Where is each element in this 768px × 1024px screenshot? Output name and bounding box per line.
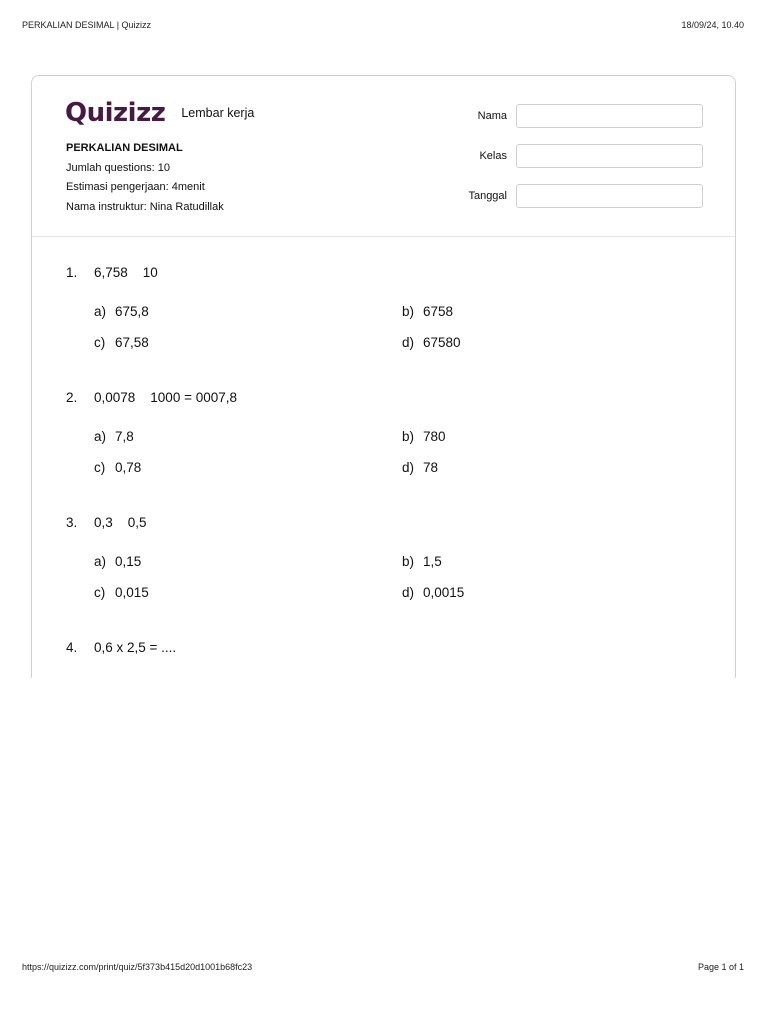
- question-item: [66, 262, 726, 387]
- option-b: [402, 301, 702, 321]
- name-label: Nama: [477, 110, 507, 122]
- quiz-title: PERKALIAN DESIMAL: [66, 142, 183, 154]
- question-number: 3.: [66, 514, 78, 530]
- question-item: [66, 512, 726, 637]
- class-label: Kelas: [479, 150, 507, 162]
- option-text: 0,0015: [423, 584, 465, 600]
- option-text: 675,8: [115, 303, 149, 319]
- print-url: https://quizizz.com/print/quiz/5f373b415d20d1001b68fc23: [22, 962, 253, 972]
- print-datetime: 18/09/24, 10.40: [681, 20, 744, 30]
- option-a: [94, 301, 402, 321]
- option-letter: b): [402, 428, 415, 444]
- question-number: 1.: [66, 264, 78, 280]
- option-text: 7,8: [115, 428, 134, 444]
- instructor-name: Nama instruktur: Nina Ratudillak: [66, 200, 224, 213]
- brand: [65, 98, 254, 128]
- option-d: [402, 457, 702, 477]
- option-letter: c): [94, 459, 106, 475]
- option-text: 0,15: [115, 553, 142, 569]
- answer-options: [94, 551, 726, 602]
- option-letter: a): [94, 303, 107, 319]
- option-b: [402, 551, 702, 571]
- print-header: [22, 20, 744, 30]
- option-text: 0,015: [115, 584, 149, 600]
- question-item: [66, 637, 726, 678]
- quiz-info: [66, 139, 224, 217]
- option-text: 6758: [423, 303, 454, 319]
- option-c: [94, 582, 402, 602]
- option-letter: c): [94, 584, 106, 600]
- date-field-row: [452, 184, 703, 208]
- option-letter: d): [402, 459, 415, 475]
- name-field-row: [452, 104, 703, 128]
- option-a: [94, 551, 402, 571]
- option-letter: d): [402, 334, 415, 350]
- option-letter: b): [402, 553, 415, 569]
- quizizz-logo: Quizizz: [65, 98, 166, 128]
- option-text: 67,58: [115, 334, 149, 350]
- name-field[interactable]: [516, 104, 703, 128]
- option-text: 1,5: [423, 553, 442, 569]
- option-b: [402, 426, 702, 446]
- question-text: 6,758 10: [94, 264, 158, 280]
- questions-count: Jumlah questions: 10: [66, 161, 170, 174]
- class-field[interactable]: [516, 144, 703, 168]
- question-number: 2.: [66, 389, 78, 405]
- option-text: 67580: [423, 334, 461, 350]
- option-c: [94, 457, 402, 477]
- option-c: [94, 332, 402, 352]
- worksheet-card: [31, 75, 736, 678]
- option-text: 0,78: [115, 459, 142, 475]
- option-a: [94, 426, 402, 446]
- question-text: 0,6 x 2,5 = ....: [94, 639, 177, 655]
- question-item: [66, 387, 726, 512]
- option-text: 78: [423, 459, 439, 475]
- answer-options: [94, 426, 726, 477]
- option-letter: d): [402, 584, 415, 600]
- print-title: PERKALIAN DESIMAL | Quizizz: [22, 20, 152, 30]
- option-letter: a): [94, 553, 107, 569]
- question-list: [66, 262, 726, 678]
- question-number: 4.: [66, 639, 78, 655]
- date-field[interactable]: [516, 184, 703, 208]
- print-footer: [22, 962, 744, 972]
- worksheet-header: [32, 76, 735, 237]
- date-label: Tanggal: [468, 190, 507, 202]
- option-text: 780: [423, 428, 446, 444]
- option-d: [402, 332, 702, 352]
- worksheet-label: Lembar kerja: [181, 106, 255, 120]
- time-estimate: Estimasi pengerjaan: 4menit: [66, 181, 205, 194]
- option-d: [402, 582, 702, 602]
- option-letter: a): [94, 428, 107, 444]
- page-number: Page 1 of 1: [697, 962, 744, 972]
- question-text: 0,0078 1000 = 0007,8: [94, 389, 238, 405]
- question-text: 0,3 0,5: [94, 514, 147, 530]
- option-letter: b): [402, 303, 415, 319]
- answer-options: [94, 301, 726, 352]
- option-letter: c): [94, 334, 106, 350]
- class-field-row: [452, 144, 703, 168]
